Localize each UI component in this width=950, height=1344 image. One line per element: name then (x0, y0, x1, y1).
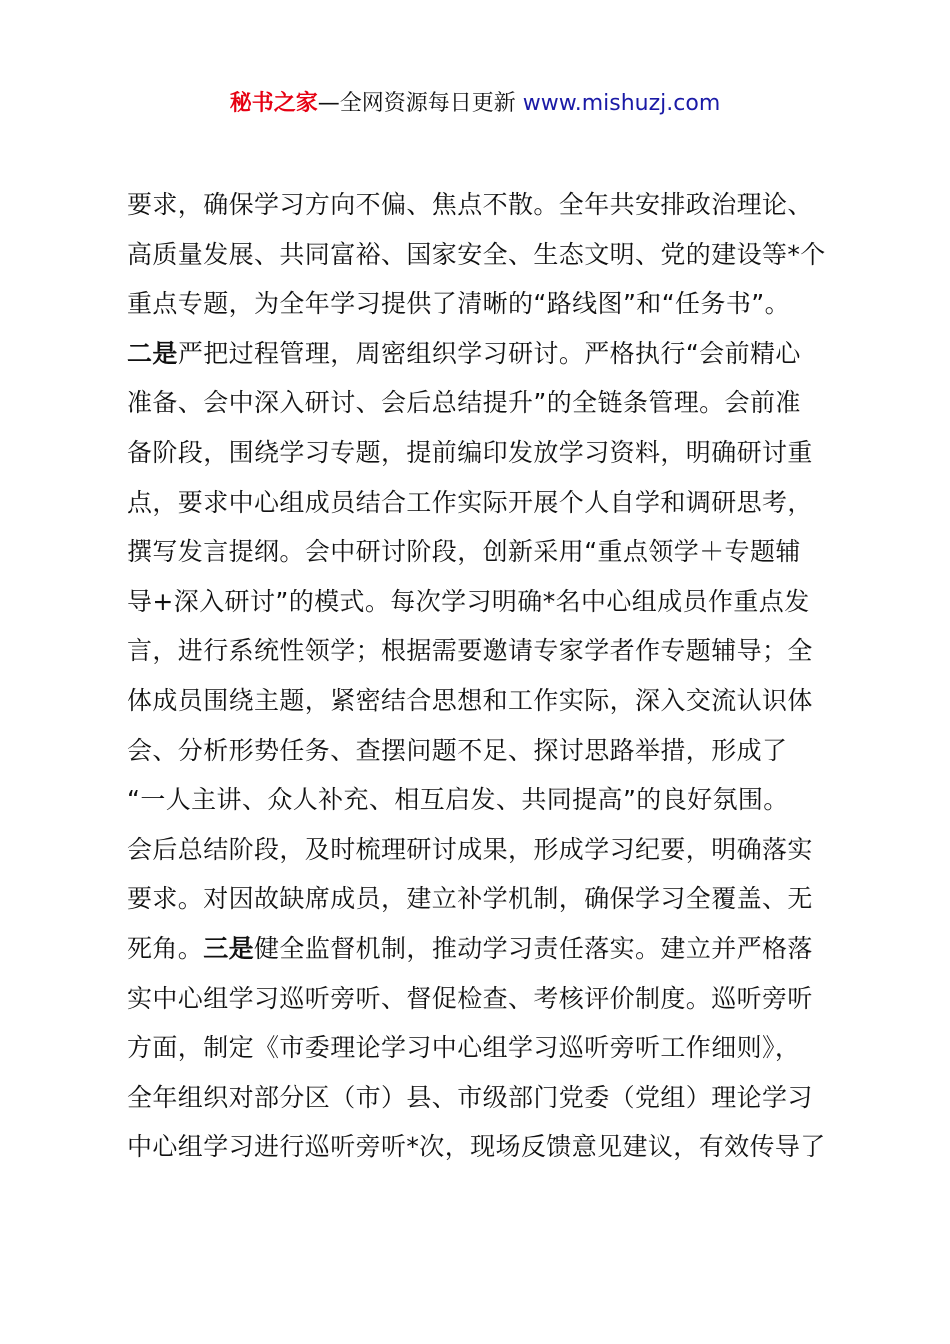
text-line-1: 要求，确保学习方向不偏、焦点不散。全年共安排政治理论、 (127, 190, 813, 219)
site-header (0, 88, 950, 120)
text-line-3: 重点专题，为全年学习提供了清晰的“路线图”和“任务书”。 (127, 289, 791, 319)
text-line-4-rest: 严把过程管理，周密组织学习研讨。严格执行“会前精心 (177, 338, 801, 368)
text-line-5: 准备、会中深入研讨、会后总结提升”的全链条管理。会前准 (127, 388, 801, 418)
text-line-17: 实中心组学习巡听旁听、督促检查、考核评价制度。巡听旁听 (127, 983, 813, 1013)
text-line-15: 要求。对因故缺席成员，建立补学机制，确保学习全覆盖、无 (127, 884, 813, 914)
brand-name: 秘书之家 (229, 91, 318, 116)
text-line-8: 撰写发言提纲。会中研讨阶段，创新采用“重点领学＋专题辅 (127, 537, 801, 567)
document-body (127, 180, 839, 1172)
header-tagline: —全网资源每日更新 (317, 91, 516, 116)
point-two-label: 二是 (127, 338, 178, 368)
text-line-19: 全年组织对部分区（市）县、市级部门党委（党组）理论学习 (127, 1082, 813, 1112)
text-line-20: 中心组学习进行巡听旁听*次，现场反馈意见建议，有效传导了 (127, 1132, 826, 1162)
text-line-6: 备阶段，围绕学习专题，提前编印发放学习资料，明确研讨重 (127, 437, 813, 467)
text-line-16 (127, 924, 839, 974)
text-line-9: 导+深入研讨”的模式。每次学习明确*名中心组成员作重点发 (127, 586, 810, 616)
text-line-10: 言，进行系统性领学；根据需要邀请专家学者作专题辅导；全 (127, 636, 813, 666)
text-line-12: 会、分析形势任务、查摆问题不足、探讨思路举措，形成了 (127, 735, 788, 765)
text-line-13: “一人主讲、众人补充、相互启发、共同提高”的良好氛围。 (127, 785, 789, 815)
text-line-16-pre: 死角。 (127, 933, 204, 963)
text-line-7: 点，要求中心组成员结合工作实际开展个人自学和调研思考， (127, 487, 813, 517)
text-line-18: 方面，制定《市委理论学习中心组学习巡听旁听工作细则》， (127, 1033, 801, 1063)
text-line-4 (127, 329, 839, 379)
text-line-14: 会后总结阶段，及时梳理研讨成果，形成学习纪要，明确落实 (127, 834, 813, 864)
text-line-16-rest: 健全监督机制，推动学习责任落实。建立并严格落 (254, 933, 813, 963)
point-three-label: 三是 (203, 933, 255, 963)
text-line-11: 体成员围绕主题，紧密结合思想和工作实际，深入交流认识体 (127, 685, 813, 715)
text-line-2: 高质量发展、共同富裕、国家安全、生态文明、党的建设等*个 (127, 239, 826, 269)
site-url-link[interactable]: www.mishuzj.com (522, 91, 721, 116)
